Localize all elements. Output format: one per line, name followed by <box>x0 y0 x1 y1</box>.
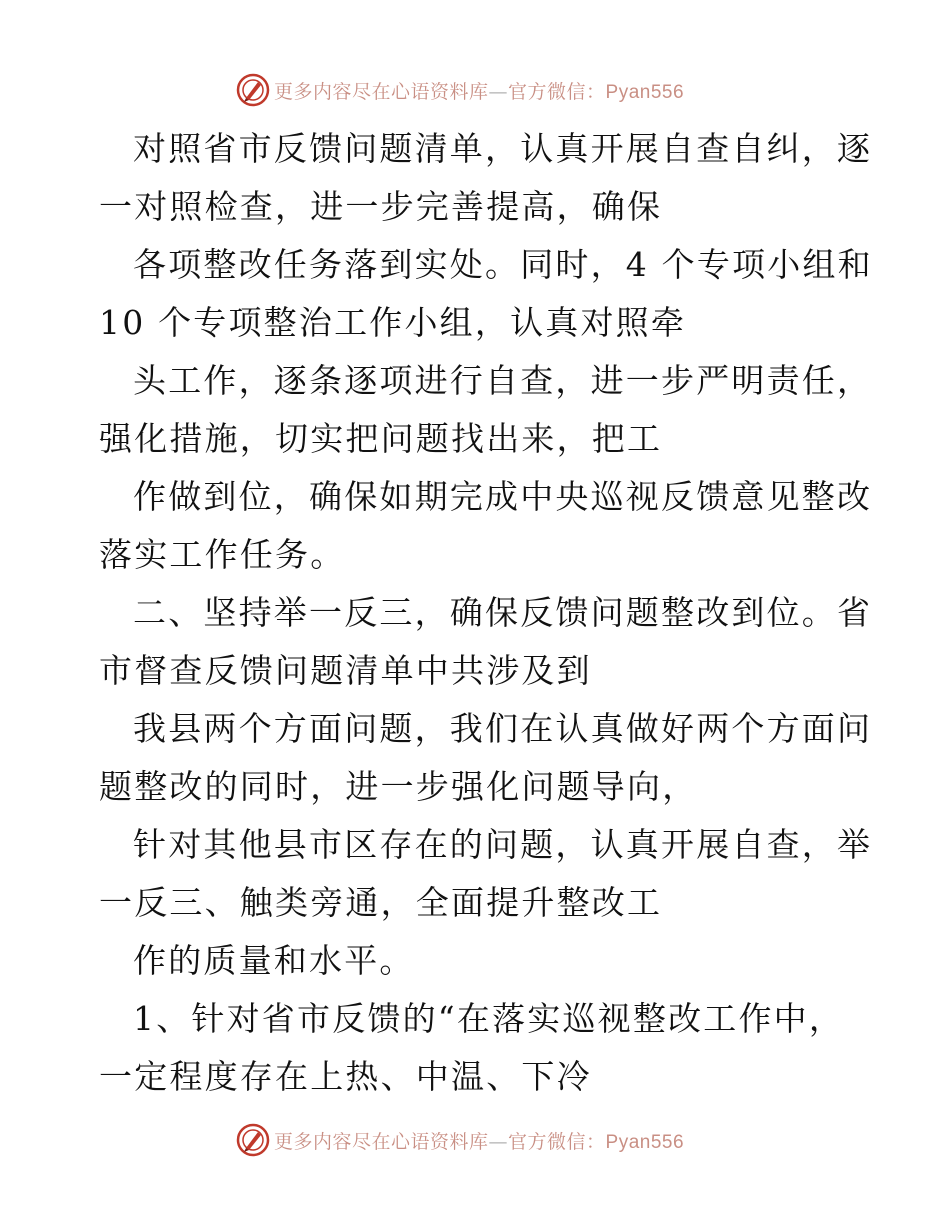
paragraph: 作做到位，确保如期完成中央巡视反馈意见整改 落实工作任务。 <box>99 477 873 574</box>
header-watermark-text: 更多内容尽在心语资料库—官方微信：Pyan556 <box>274 80 685 103</box>
document-body <box>99 120 873 1106</box>
paragraph: 针对其他县市区存在的问题，认真开展自查，举 一反三、触类旁通，全面提升整改工 <box>99 825 873 922</box>
header-watermark <box>236 72 736 108</box>
list-item-paragraph: 1、针对省市反馈的“在落实巡视整改工作中， 一定程度存在上热、中温、下冷 <box>99 999 845 1096</box>
paragraph: 作的质量和水平。 <box>133 941 415 980</box>
paragraph: 我县两个方面问题，我们在认真做好两个方面问 题整改的同时，进一步强化问题导向， <box>99 709 873 806</box>
footer-watermark-text: 更多内容尽在心语资料库—官方微信：Pyan556 <box>274 1130 685 1153</box>
pen-logo-icon <box>236 73 270 107</box>
footer-watermark <box>236 1122 736 1158</box>
paragraph: 各项整改任务落到实处。同时，4 个专项小组和 10 个专项整治工作小组，认真对照牵 <box>99 245 873 342</box>
paragraph: 对照省市反馈问题清单，认真开展自查自纠，逐 一对照检查，进一步完善提高，确保 <box>99 129 873 226</box>
section-heading-paragraph: 二、坚持举一反三，确保反馈问题整改到位。省 市督查反馈问题清单中共涉及到 <box>99 593 873 690</box>
pen-logo-icon <box>236 1123 270 1157</box>
paragraph: 头工作，逐条逐项进行自查，进一步严明责任， 强化措施，切实把问题找出来，把工 <box>99 361 873 458</box>
